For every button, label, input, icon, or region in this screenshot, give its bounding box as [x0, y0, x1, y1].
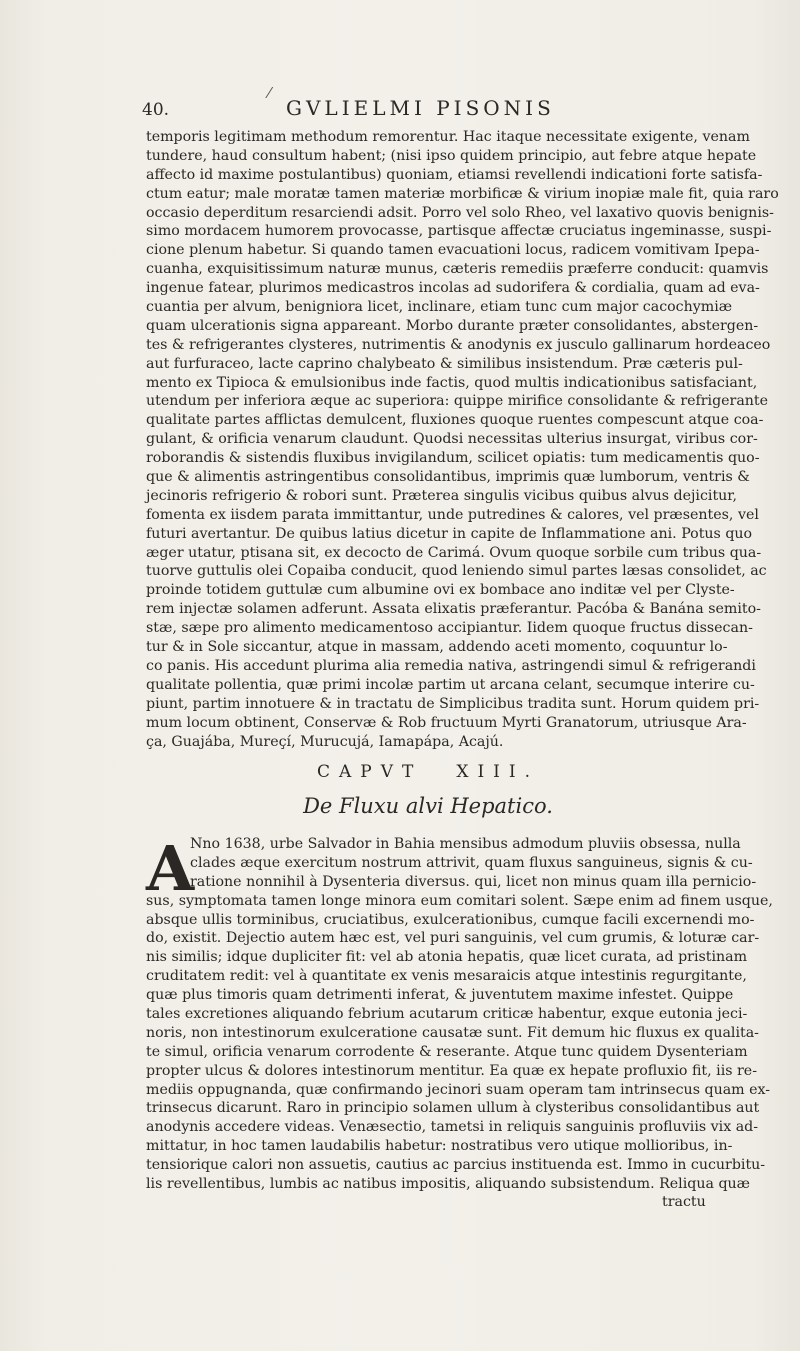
text-line: te simul, orificia venarum corrodente & reserante. Atque tunc quidem Dysenteriam	[146, 1043, 748, 1060]
text-line: tes & refrigerantes clysteres, nutrimentis & anodynis ex jusculo gallinarum hordeaceo	[146, 336, 771, 353]
text-line: sus, symptomata tamen longe minora eum comitari solent. Sæpe enim ad finem usque,	[146, 892, 773, 909]
caput-number: XIII.	[456, 762, 539, 782]
text-line: ingenue fatear, plurimos medicastros incolas ad sudorifera & cordialia, quam ad eva-	[146, 280, 760, 297]
text-line: fomenta ex iisdem parata immittantur, unde putredines & calores, vel præsentes, vel	[146, 506, 759, 523]
text-line: Nno 1638, urbe Salvador in Bahia mensibus admodum pluviis obsessa, nulla	[190, 836, 741, 852]
text-line: temporis legitimam methodum remorentur. Hac itaque necessitate exigente, venam	[146, 129, 750, 145]
page-number: 40.	[142, 100, 170, 120]
text-line: proinde totidem guttulæ cum albumine ovi ex bombace ano inditæ vel per Clyste-	[146, 582, 735, 599]
text-line: jecinoris refrigerio & robori sunt. Præterea singulis vicibus quibus alvus dejicitur,	[146, 487, 738, 504]
text-line: nis similis; idque dupliciter fit: vel ab atonia hepatis, quæ licet curata, ad pristinam	[146, 949, 748, 966]
text-line: roborandis & sistendis fluxibus invigilandum, scilicet opiatis: tum medicamentis quo-	[146, 450, 760, 467]
text-line: futuri avertantur. De quibus latius dicetur in capite de Inflammatione ani. Potus quo	[146, 525, 753, 542]
running-head: GVLIELMI PISONIS	[286, 96, 555, 120]
text-line: æger utatur, ptisana sit, ex decocto de Carimá. Ovum quoque sorbile cum tribus qua-	[146, 544, 762, 561]
text-line: tundere, haud consultum habent; (nisi ipso quidem principio, aut febre atque hepate	[146, 147, 757, 164]
chapter-title: De Fluxu alvi Hepatico.	[303, 794, 553, 818]
text-line: co panis. His accedunt plurima alia remedia nativa, astringendi simul & refrigerandi	[146, 657, 756, 674]
text-line: ça, Guajába, Mureçí, Murucujá, Iamapápa, Acajú.	[146, 733, 504, 750]
text-line: anodynis accedere videas. Venæsectio, tametsi in reliquis sanguinis profluviis vix ad-	[146, 1119, 759, 1136]
text-line: qualitate partes afflictas demulcent, fluxiones quoque ruentes compescunt atque coa-	[146, 412, 764, 429]
text-line: occasio deperditum resarciendi adsit. Porro vel solo Rheo, vel laxativo quovis benignis-	[146, 204, 774, 221]
section-1-text	[146, 128, 779, 751]
text-line: aut furfuraceo, lacte caprino chalybeato & similibus insistendum. Præ cæteris pul-	[146, 355, 743, 372]
ink-mark: ⁄	[268, 84, 271, 102]
text-line: affecto id maxime postulantibus) quoniam, etiamsi revellendi indicationi forte satisfa-	[146, 166, 763, 183]
text-line: cuanha, exquisitissimum naturæ munus, cæteris remediis præferre conducit: quamvis	[146, 261, 769, 278]
text-line: tuorve guttulis olei Copaiba conducit, quod leniendo simul partes læsas consolidet, ac	[146, 563, 767, 580]
text-line: gulant, & orificia venarum claudunt. Quodsi necessitas ulterius insurgat, viribus cor-	[146, 431, 758, 448]
text-line: ctum eatur; male moratæ tamen materiæ morbificæ & virium inopiæ male fit, quia raro	[146, 185, 779, 202]
text-line: rem injectæ solamen adferunt. Assata elixatis præferantur. Pacóba & Banána semito-	[146, 601, 761, 618]
text-line: absque ullis torminibus, cruciatibus, exulcerationibus, cumque facili excernendi mo-	[146, 911, 755, 928]
text-line: propter ulcus & dolores intestinorum mentitur. Ea quæ ex hepate profluxio fit, iis re-	[146, 1062, 757, 1079]
text-line: simo mordacem humorem provocasse, partisque affectæ cruciatus ingeminasse, suspi-	[146, 223, 772, 240]
text-line: mum locum obtinent, Conservæ & Rob fructuum Myrti Granatorum, utriusque Ara-	[146, 714, 747, 731]
text-line: tensiorique calori non assuetis, cautius ac parcius instituenda est. Immo in cucurbitu-	[146, 1157, 766, 1174]
text-line: do, existit. Dejectio autem hæc est, vel puri sanguinis, vel cum grumis, & loturæ car-	[146, 930, 760, 947]
text-line: que & alimentis astringentibus consolidantibus, imprimis quæ lumborum, ventris &	[146, 469, 750, 486]
text-line: mediis oppugnanda, quæ confirmando jecinori suam operam tam intrinsecus quam ex-	[146, 1081, 771, 1098]
text-line: trinsecus dicarunt. Raro in principio solamen ullum à clysteribus consolidantibus aut	[146, 1100, 760, 1117]
text-line: utendum per inferiora æque ac superiora: quippe mirifice consolidante & refrigerante	[146, 393, 769, 410]
drop-capital: A	[146, 832, 195, 905]
text-line: noris, non intestinorum exulceratione causatæ sunt. Fit demum hic fluxus ex qualita-	[146, 1024, 759, 1041]
text-line: cione plenum habetur. Si quando tamen evacuationi locus, radicem vomitivam Ipepa-	[146, 242, 760, 259]
text-line: mento ex Tipioca & emulsionibus inde factis, quod multis indicationibus satisfaciant,	[146, 374, 758, 391]
text-line: tales excretiones aliquando febrium acutarum criticæ habentur, exque eutonia jeci-	[146, 1006, 748, 1023]
text-line: lis revellentibus, lumbis ac natibus impositis, aliquando subsistendum. Reliqua quæ	[146, 1176, 750, 1193]
caput-line	[146, 758, 710, 786]
section-2-text	[146, 832, 773, 1194]
text-line: quam ulcerationis signa appareant. Morbo durante præter consolidantes, abstergen-	[146, 317, 759, 334]
text-line: clades æque exercitum nostrum attrivit, quam fluxus sanguineus, signis & cu-	[190, 854, 753, 871]
text-line: ratione nonnihil à Dysenteria diversus. qui, licet non minus quam illa pernicio-	[190, 873, 757, 890]
text-line: cruditatem redit: vel à quantitate ex venis mesaraicis atque intestinis regurgitante,	[146, 968, 747, 985]
text-line: stæ, sæpe pro alimento medicamentoso accipiantur. Iidem quoque fructus dissecan-	[146, 620, 753, 637]
text-line: piunt, partim innotuere & in tractatu de Simplicibus tradita sunt. Horum quidem pri-	[146, 695, 760, 712]
text-line: qualitate pollentia, quæ primi incolæ partim ut arcana celant, secumque interire cu-	[146, 676, 755, 693]
text-line: quæ plus timoris quam detrimenti inferat, & juventutem maxime infestet. Quippe	[146, 987, 734, 1004]
chapter-heading	[146, 758, 710, 826]
catchword: tractu	[662, 1194, 706, 1210]
caput-label: CAPVT	[317, 762, 423, 782]
text-line: tur & in Sole siccantur, atque in massam, addendo aceti momento, coquuntur lo-	[146, 639, 728, 656]
text-line: cuantia per alvum, benigniora licet, inclinare, etiam tunc cum major cacochymiæ	[146, 299, 733, 316]
text-line: mittatur, in hoc tamen laudabilis habetur: nostratibus vero utique mollioribus, in-	[146, 1138, 733, 1155]
